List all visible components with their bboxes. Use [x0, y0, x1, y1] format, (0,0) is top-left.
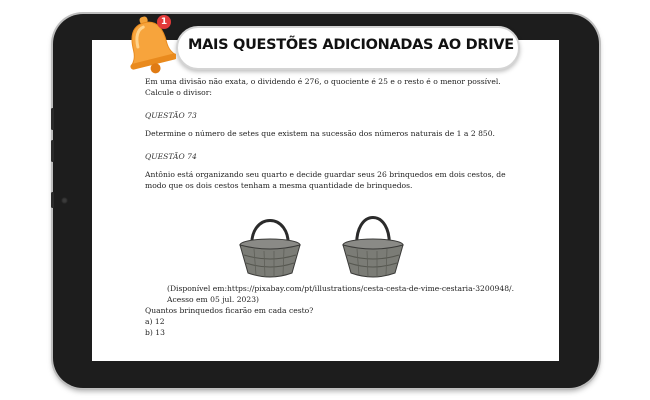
- image-caption: (Disponível em:https://pixabay.com/pt/illustrations/cesta-cesta-de-vime-cestaria-3200948/. Acesso em 05 jul. 2023): [167, 284, 514, 304]
- question-73-title: QUESTÃO 73: [145, 111, 197, 120]
- side-button: [51, 192, 54, 208]
- side-button: [51, 108, 54, 130]
- question-74-text: Antônio está organizando seu quarto e decide guardar seus 26 brinquedos em dois cestos, de modo que os dois cestos tenham a mesma quantidade de brinquedos.: [145, 170, 506, 190]
- announcement-banner: [176, 26, 520, 70]
- document-page: [145, 76, 515, 338]
- question-74-title: QUESTÃO 74: [145, 152, 197, 161]
- camera-icon: [61, 197, 68, 204]
- question-prompt: Quantos brinquedos ficarão em cada cesto?: [145, 306, 314, 315]
- notification-badge: 1: [157, 15, 171, 29]
- basket-image: [341, 201, 405, 281]
- basket-image: [238, 201, 302, 281]
- banner-text: MAIS QUESTÕES ADICIONADAS AO DRIVE: [188, 37, 514, 53]
- answer-option-a: a) 12: [145, 317, 165, 326]
- tablet-screen: [92, 40, 559, 361]
- side-button: [51, 140, 54, 162]
- answer-option-b: b) 13: [145, 328, 165, 337]
- question-73-text: Determine o número de setes que existem na sucessão dos números naturais de 1 a 2 850.: [145, 129, 495, 138]
- intro-text: Em uma divisão não exata, o dividendo é 276, o quociente é 25 e o resto é o menor possível. Calcule o divisor:: [145, 77, 501, 97]
- baskets-illustration: [145, 201, 515, 283]
